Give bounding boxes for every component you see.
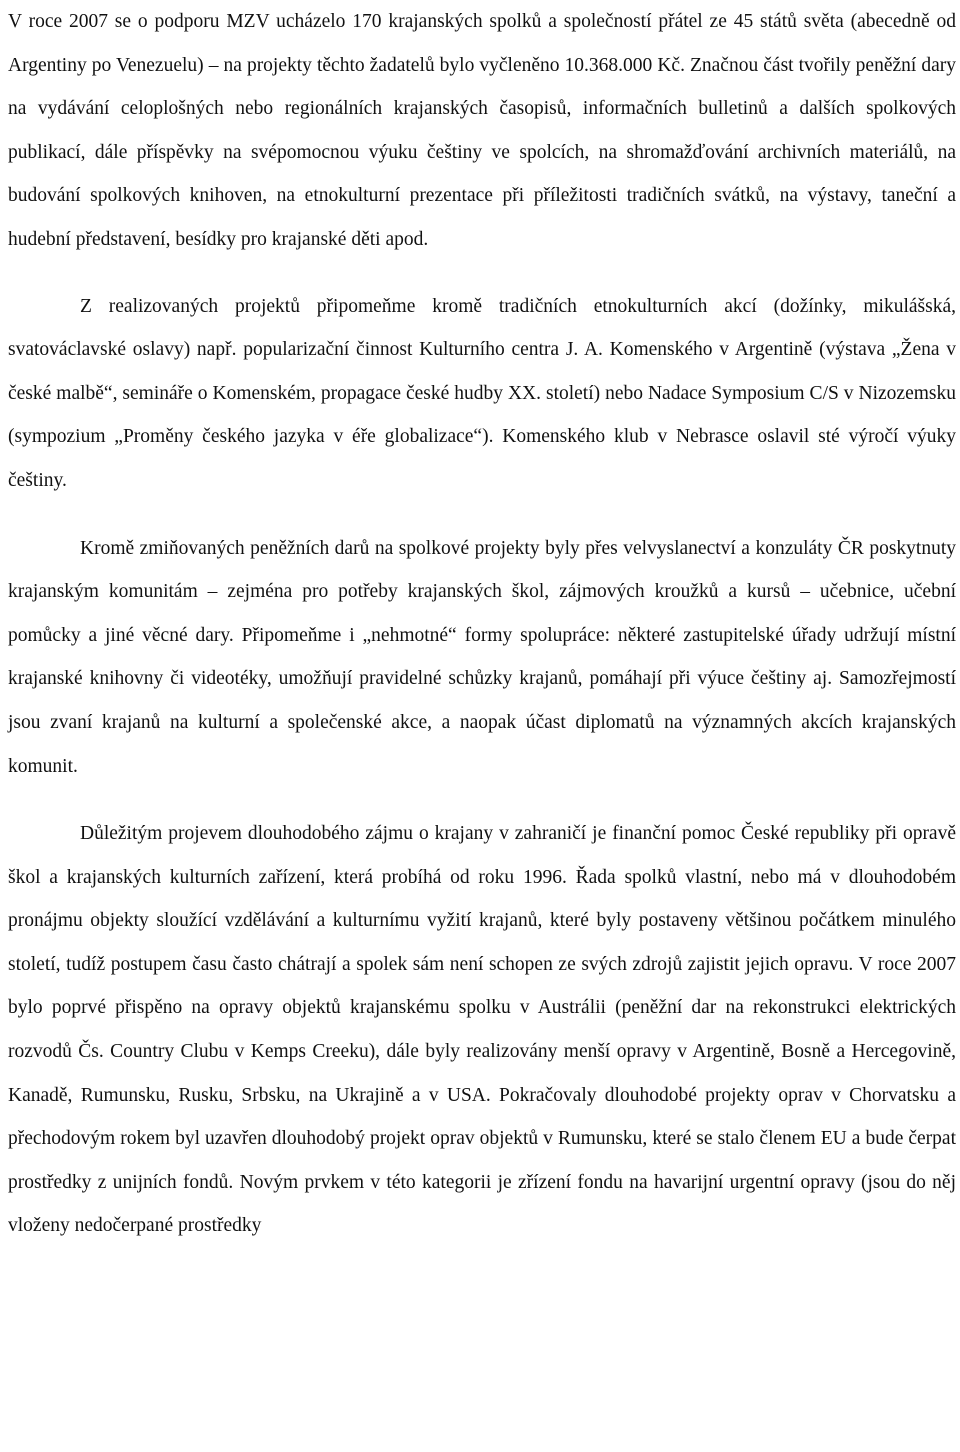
document-page (8, 0, 956, 1248)
paragraph-realized-projects: Z realizovaných projektů připomeňme kromě tradičních etnokulturních akcí (dožínky, mikulášská, svatováclavské oslavy) např. popularizační činnost Kulturního centra J. A. Komenského v Argentině (výstava „Žena v české malbě“, semináře o Komenském, propagace české hudby XX. století) nebo Nadace Symposium C/S v Nizozemsku (sympozium „Proměny českého jazyka v éře globalizace“). Komenského klub v Nebrasce oslavil sté výročí výuky češtiny. (8, 295, 956, 491)
paragraph-building-repairs: Důležitým projevem dlouhodobého zájmu o krajany v zahraničí je finanční pomoc České republiky při opravě škol a krajanských kulturních zařízení, která probíhá od roku 1996. Řada spolků vlastní, nebo má v dlouhodobém pronájmu objekty sloužící vzdělávání a kulturnímu vyžití krajanů, které byly postaveny většinou počátkem minulého století, tudíž postupem času často chátrají a spolek sám není schopen ze svých zdrojů zajistit jejich opravu. V roce 2007 bylo poprvé přispěno na opravy objektů krajanskému spolku v Austrálii (peněžní dar na rekonstrukci elektrických rozvodů Čs. Country Clubu v Kemps Creeku), dále byly realizovány menší opravy v Argentině, Bosně a Hercegovině, Kanadě, Rumunsku, Rusku, Srbsku, na Ukrajině a v USA. Pokračovaly dlouhodobé projekty oprav v Chorvatsku a přechodovým rokem byl uzavřen dlouhodobý projekt oprav objektů v Rumunsku, které se stalo členem EU a bude čerpat prostředky z unijních fondů. Novým prvkem v této kategorii je zřízení fondu na havarijní urgentní opravy (jsou do něj vloženy nedočerpané prostředky (8, 823, 956, 1237)
paragraph-material-gifts: Kromě zmiňovaných peněžních darů na spolkové projekty byly přes velvyslanectví a konzuláty ČR poskytnuty krajanským komunitám – zejména pro potřeby krajanských škol, zájmových kroužků a kursů – učebnice, učební pomůcky a jiné věcné dary. Připomeňme i „nehmotné“ formy spolupráce: některé zastupitelské úřady udržují místní krajanské knihovny či videotéky, umožňují pravidelné schůzky krajanů, pomáhají při výuce češtiny aj. Samozřejmostí jsou zvaní krajanů na kulturní a společenské akce, a naopak účast diplomatů na významných akcích krajanských komunit. (8, 537, 956, 777)
paragraph-project-funding: V roce 2007 se o podporu MZV ucházelo 170 krajanských spolků a společností přátel ze 45 států světa (abecedně od Argentiny po Venezuelu) – na projekty těchto žadatelů bylo vyčleněno 10.368.000 Kč. Značnou část tvořily peněžní dary na vydávání celoplošných nebo regionálních krajanských časopisů, informačních bulletinů a dalších spolkových publikací, dále příspěvky na svépomocnou výuku češtiny ve spolcích, na shromažďování archivních materiálů, na budování spolkových knihoven, na etnokulturní prezentace při příležitosti tradičních svátků, na výstavy, taneční a hudební představení, besídky pro krajanské děti apod. (8, 11, 956, 250)
